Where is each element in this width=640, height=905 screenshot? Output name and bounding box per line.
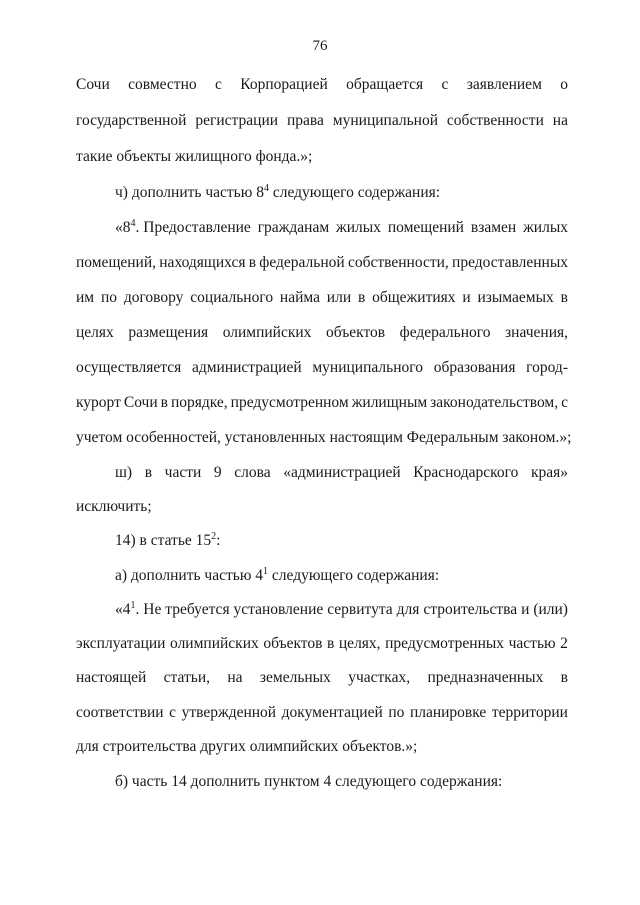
word: целях [76,324,114,341]
word: администрацией [191,359,302,376]
text-segment: следующего содержания: [268,184,441,201]
word: Корпорацией [240,76,328,93]
word: объектов [263,635,323,652]
text-line: б) часть 14 дополнить пунктом 4 следующего содержания: [115,773,503,790]
text-line: «$4^1$. Не требуется установление сервитута для строительства и (или) [115,600,568,618]
word: объектов [325,324,386,341]
word: Сочи [123,394,158,411]
text-line [76,358,568,378]
word: муниципального [312,359,423,376]
word: с [215,76,222,93]
text-line [115,463,568,483]
text-line [115,531,568,551]
word: целях, [338,635,381,652]
word: олимпийских [170,635,259,652]
word: муниципальной [332,112,438,129]
word: осуществляется [76,359,182,376]
word: договору [123,289,184,306]
text-line [76,703,568,723]
word: «администрацией [283,464,401,481]
word: социального [190,289,274,306]
word: 9 [213,464,222,481]
word: курорт [76,394,121,411]
word: изымаемых [477,289,554,306]
text-line [115,183,568,203]
word: им [76,289,95,306]
superscript: 1 [130,600,136,611]
word: законодательством, [430,394,559,411]
word: по [100,289,117,306]
text-line [115,566,568,586]
word: участках, [348,669,411,686]
text-segment: «$4^1$. Не [115,600,162,618]
word: предусмотренных [385,635,505,652]
word: значения, [505,324,568,341]
word: порядке, [170,394,228,411]
text-segment: а) дополнить частью 4 [115,567,264,584]
word: в [560,289,568,306]
word: территории [491,704,568,721]
text-line: исключить; [76,498,152,515]
word: общежитиях [372,289,456,306]
word: собственности [446,112,544,129]
word: в [560,669,568,686]
word: в [248,254,257,271]
word: в [327,635,335,652]
word: частью [508,635,556,652]
text-segment: «$8^4$. Предоставление [115,218,251,236]
word: в [160,394,168,411]
word: с [169,704,177,721]
word: с [441,76,449,93]
word: настоящей [76,669,147,686]
text-line [76,253,568,273]
word: земельных [259,669,331,686]
superscript: 2 [211,531,217,542]
text-line [76,111,568,131]
word: предусмотренном [230,394,349,411]
text-line: «$8^4$. Предоставление гражданам жилых помещений взамен жилых [115,218,568,236]
word: образования [433,359,516,376]
text-line [76,393,568,413]
word: размещения [128,324,209,341]
word: совместно [128,76,197,93]
superscript: 1 [263,566,269,577]
word: утвержденной [181,704,277,721]
word: в [357,289,366,306]
word: обращается [346,76,424,93]
text-segment: 14) в статье 15 [115,532,212,549]
word: Краснодарского [413,464,519,481]
word: государственной [76,112,187,129]
word: олимпийских [222,324,312,341]
text-segment: : [216,532,221,549]
text-line: для строительства других олимпийских объектов.»; [76,738,418,755]
word: предоставленных [452,254,568,271]
word: собственности, [347,254,449,271]
word: регистрации [195,112,279,129]
text-segment: ч) дополнить частью 8 [115,184,264,201]
word: на [552,112,568,129]
word: ш) [115,464,133,481]
word: края» [530,464,568,481]
word: документацией [281,704,383,721]
text-line: учетом особенностей, установленных настоящим Федеральным законом.»; [76,429,572,446]
word: находящихся [159,254,246,271]
text-line [76,288,568,308]
text-line: такие объекты жилищного фонда.»; [76,148,313,165]
text-line [76,634,568,654]
word: на [227,669,243,686]
word: помещений, [76,254,157,271]
word: предназначенных [427,669,544,686]
word: соответствии [76,704,164,721]
text-line [76,668,568,688]
word: о [560,76,568,93]
word: с [561,394,568,411]
word: права [286,112,324,129]
word: город- [526,359,568,376]
text-line [76,75,568,95]
superscript: 4 [130,218,136,229]
word: статьи, [163,669,211,686]
word: найма [279,289,320,306]
word: 2 [560,635,568,652]
word: слова [234,464,271,481]
word: в [144,464,153,481]
page-number: 76 [312,38,328,54]
text-segment: следующего содержания: [268,567,440,584]
word: заявлением [466,76,542,93]
word: и [462,289,471,306]
word: эксплуатации [76,635,166,652]
word: жилищным [351,394,428,411]
word: Сочи [76,76,110,93]
word: или [326,289,352,306]
text-line [76,323,568,343]
word: федерального [399,324,491,341]
superscript: 4 [263,183,269,194]
word: части [164,464,202,481]
word: федеральной [259,254,345,271]
word: планировке [409,704,487,721]
word: по [388,704,405,721]
